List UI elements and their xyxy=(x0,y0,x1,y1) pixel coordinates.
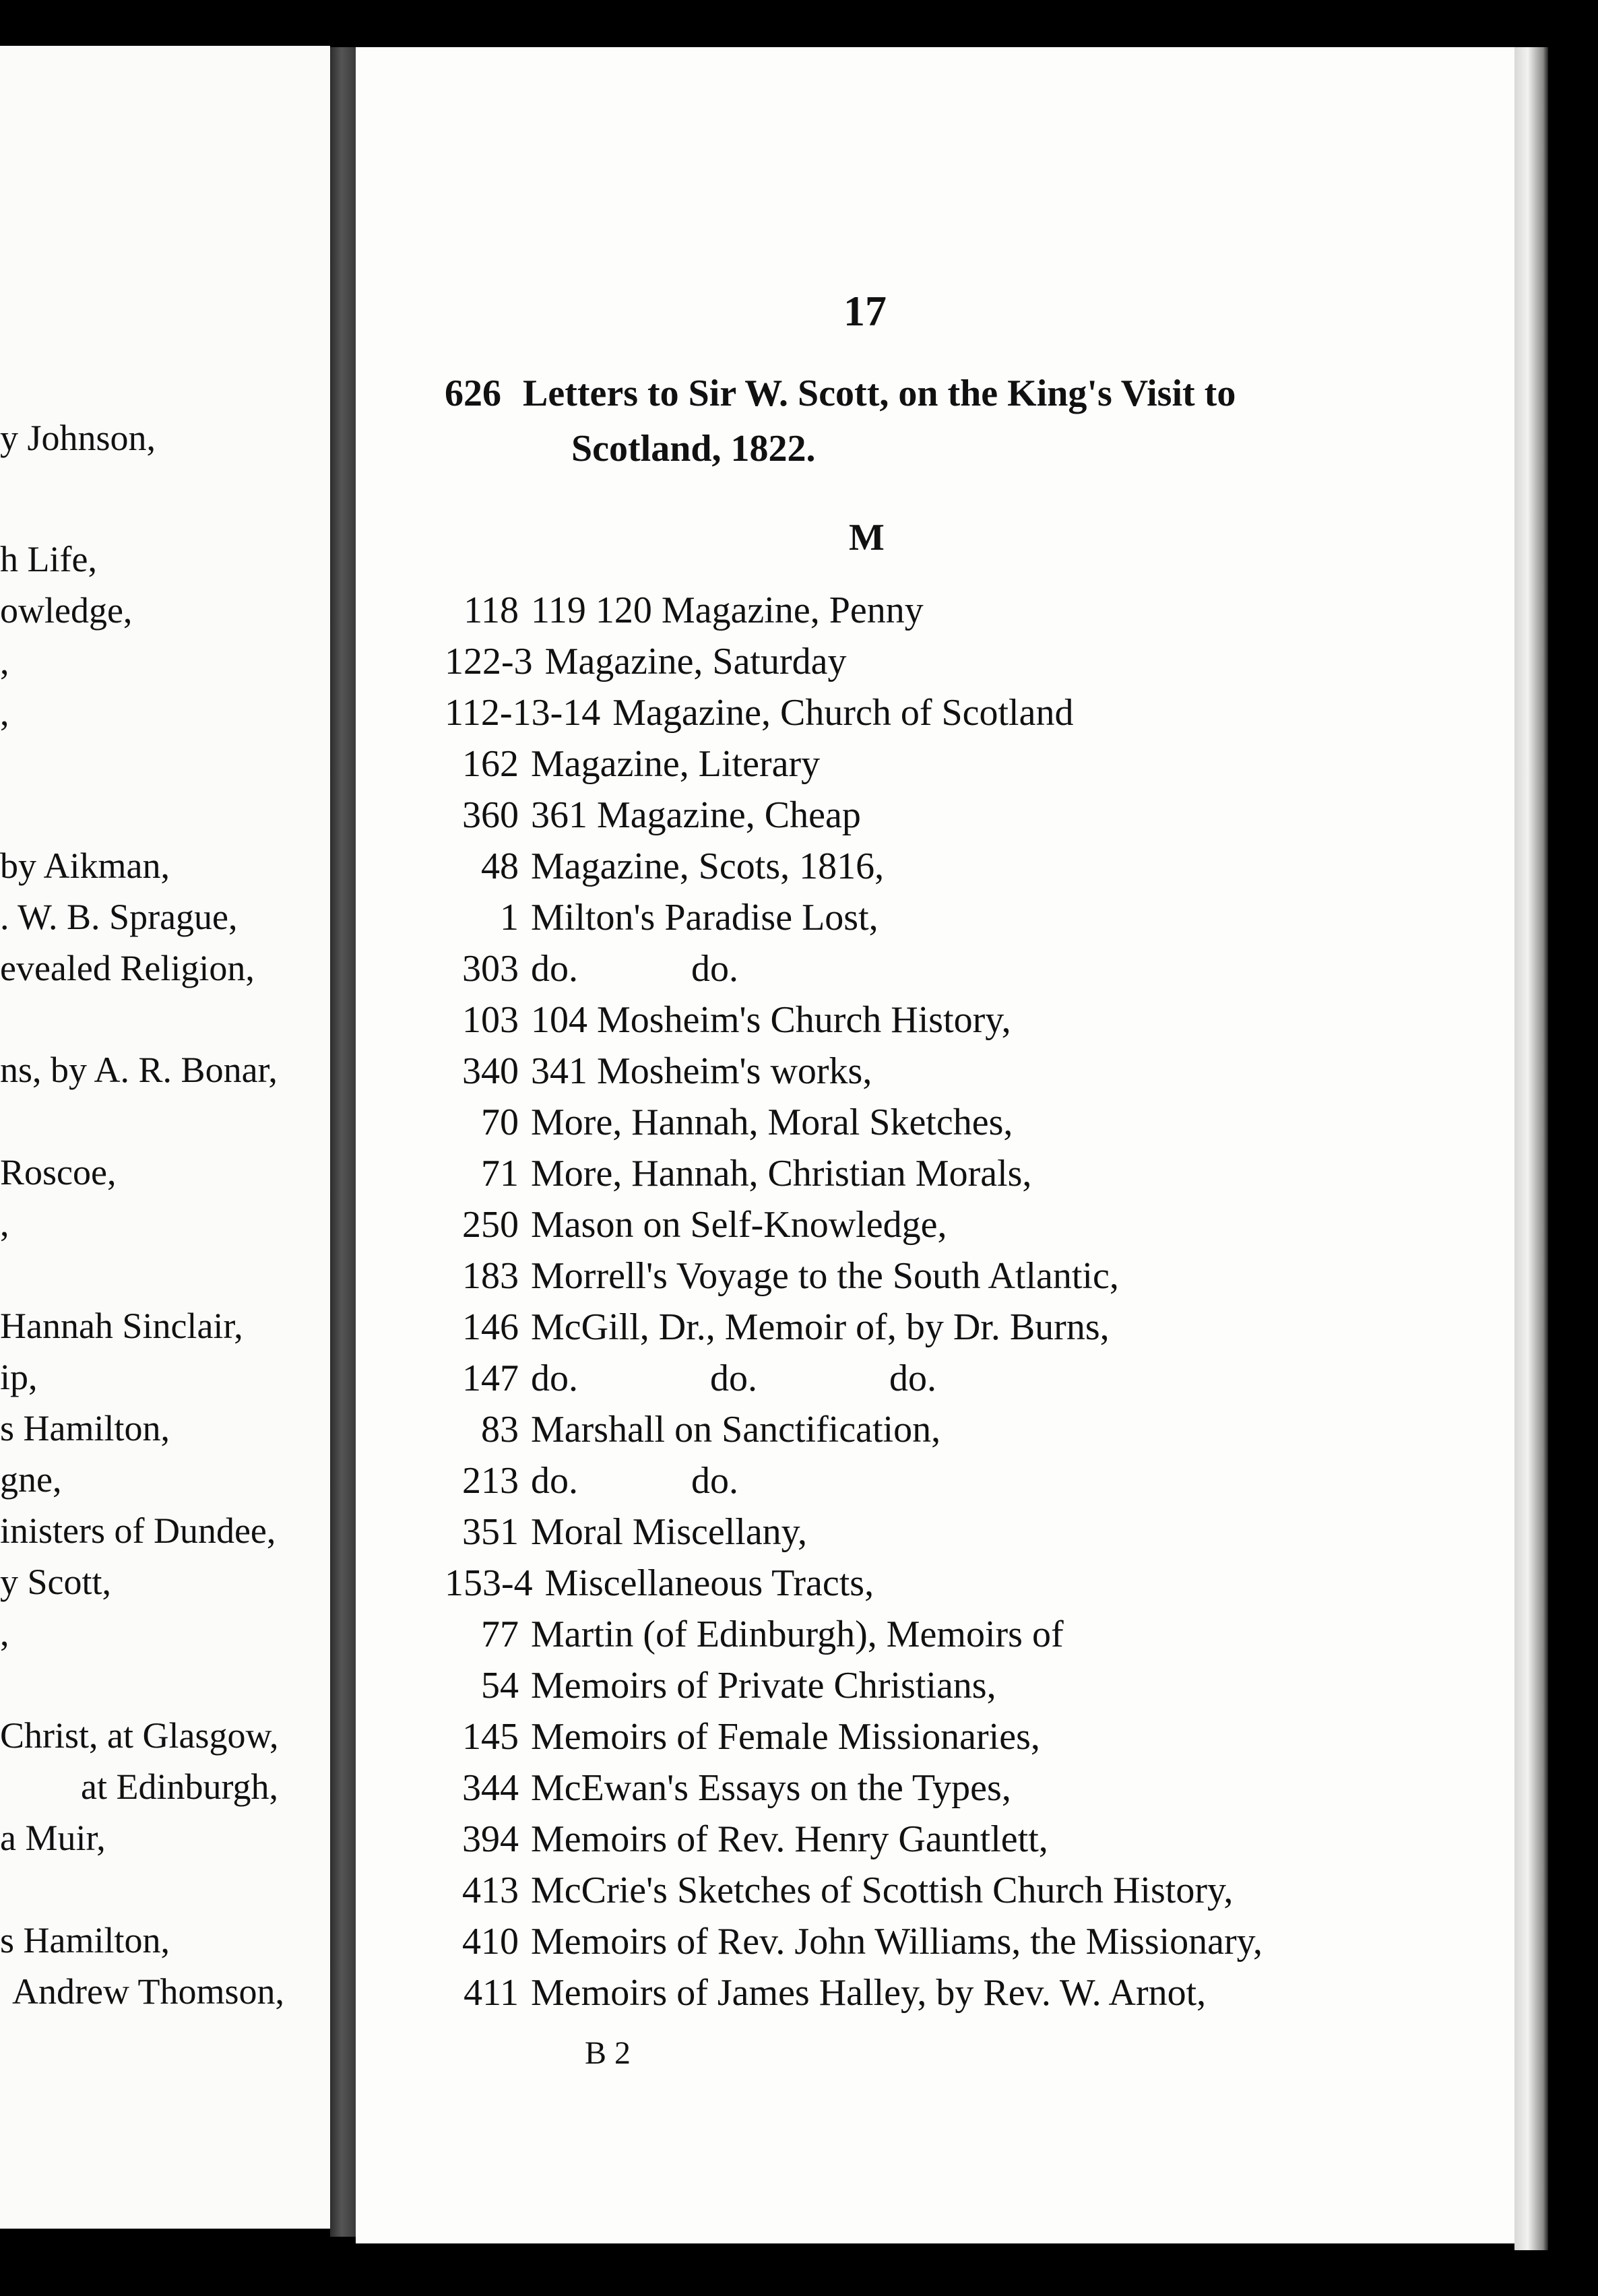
entry-text: More, Hannah, Moral Sketches, xyxy=(531,1102,1013,1143)
list-item xyxy=(445,1097,1455,1148)
entry-number: 103 xyxy=(462,999,519,1041)
entry-text: Martin (of Edinburgh), Memoirs of xyxy=(531,1614,1064,1655)
left-line: , xyxy=(0,1203,9,1244)
entry-text: do. do. xyxy=(531,1460,738,1502)
entry-number: 54 xyxy=(481,1665,519,1707)
header-entry-number: 626 xyxy=(445,373,501,414)
left-line: . W. B. Sprague, xyxy=(0,897,238,937)
list-item xyxy=(445,1046,1455,1097)
list-item xyxy=(445,994,1455,1046)
left-line: gne, xyxy=(0,1459,62,1500)
entry-number: 410 xyxy=(462,1921,519,1963)
entry-number: 83 xyxy=(481,1409,519,1450)
left-line: a Muir, xyxy=(0,1818,106,1858)
entry-number: 153-4 xyxy=(445,1562,533,1604)
list-item xyxy=(445,1250,1455,1302)
entry-text: 104 Mosheim's Church History, xyxy=(531,999,1011,1041)
list-item xyxy=(445,790,1455,841)
list-item xyxy=(445,1558,1455,1609)
entry-text: Magazine, Church of Scotland xyxy=(612,692,1074,734)
left-line: Andrew Thomson, xyxy=(12,1971,284,2012)
entry-number: 340 xyxy=(462,1050,519,1092)
list-item xyxy=(445,1455,1455,1506)
list-item xyxy=(445,1967,1455,2018)
entry-number: 344 xyxy=(462,1767,519,1809)
entry-text: McEwan's Essays on the Types, xyxy=(531,1767,1011,1809)
entry-text: Memoirs of Rev. John Williams, the Missionary, xyxy=(531,1921,1263,1963)
entry-number: 411 xyxy=(464,1972,519,2014)
list-item xyxy=(445,892,1455,943)
entry-text: Magazine, Literary xyxy=(531,743,821,785)
entry-number: 394 xyxy=(462,1818,519,1860)
list-item xyxy=(445,585,1455,636)
list-item xyxy=(445,1302,1455,1353)
left-line: y Johnson, xyxy=(0,418,156,458)
list-item xyxy=(445,1660,1455,1711)
entry-text: Memoirs of Rev. Henry Gauntlett, xyxy=(531,1818,1048,1860)
entry-number: 48 xyxy=(481,846,519,887)
list-item xyxy=(445,1762,1455,1814)
list-item xyxy=(445,1506,1455,1558)
entry-number: 122-3 xyxy=(445,641,533,682)
entry-number: 1 xyxy=(500,897,519,938)
list-item xyxy=(445,841,1455,892)
entry-number: 360 xyxy=(462,794,519,836)
entry-number: 183 xyxy=(462,1255,519,1297)
entry-number: 145 xyxy=(462,1716,519,1758)
entry-number: 351 xyxy=(462,1511,519,1553)
list-item xyxy=(445,1814,1455,1865)
left-line: s Hamilton, xyxy=(0,1408,170,1448)
signature-mark: B 2 xyxy=(585,2035,631,2071)
entry-text: Mason on Self-Knowledge, xyxy=(531,1204,947,1246)
entry-number: 413 xyxy=(462,1870,519,1911)
left-line: s Hamilton, xyxy=(0,1920,170,1960)
entry-text: McGill, Dr., Memoir of, by Dr. Burns, xyxy=(531,1306,1110,1348)
entry-text: Milton's Paradise Lost, xyxy=(531,897,878,938)
page-edge xyxy=(1514,47,1548,2250)
entry-number: 250 xyxy=(462,1204,519,1246)
left-line: Christ, at Glasgow, xyxy=(0,1715,279,1756)
entry-text: Moral Miscellany, xyxy=(531,1511,808,1553)
list-item xyxy=(445,1609,1455,1660)
entry-text: Magazine, Saturday xyxy=(544,641,847,682)
list-item xyxy=(445,1148,1455,1199)
left-line: Hannah Sinclair, xyxy=(0,1306,243,1346)
list-item xyxy=(445,1865,1455,1916)
entry-number: 146 xyxy=(462,1306,519,1348)
entry-text: More, Hannah, Christian Morals, xyxy=(531,1153,1032,1194)
entry-text: Magazine, Scots, 1816, xyxy=(531,846,885,887)
left-line: Roscoe, xyxy=(0,1152,117,1192)
left-line: inisters of Dundee, xyxy=(0,1510,276,1551)
list-item xyxy=(445,1353,1455,1404)
list-item xyxy=(445,1916,1455,1967)
entry-number: 118 xyxy=(464,589,519,631)
list-item xyxy=(445,738,1455,790)
header-entry-line1: Letters to Sir W. Scott, on the King's Visit to xyxy=(523,373,1236,414)
left-line: , xyxy=(0,693,9,733)
left-page xyxy=(0,46,330,2229)
left-line: h Life, xyxy=(0,539,97,579)
left-line: ns, by A. R. Bonar, xyxy=(0,1050,278,1090)
list-item xyxy=(445,1199,1455,1250)
entry-number: 71 xyxy=(481,1153,519,1194)
index-entries xyxy=(445,585,1455,2018)
left-line: owledge, xyxy=(0,590,133,631)
entry-text: 361 Magazine, Cheap xyxy=(531,794,861,836)
list-item xyxy=(445,636,1455,687)
left-line: by Aikman, xyxy=(0,846,170,886)
left-line: y Scott, xyxy=(0,1562,112,1602)
left-line: , xyxy=(0,1613,9,1653)
entry-number: 213 xyxy=(462,1460,519,1502)
entry-text: Miscellaneous Tracts, xyxy=(544,1562,874,1604)
entry-number: 162 xyxy=(462,743,519,785)
entry-text: Marshall on Sanctification, xyxy=(531,1409,941,1450)
section-letter: M xyxy=(849,517,885,559)
list-item xyxy=(445,943,1455,994)
left-line: at Edinburgh, xyxy=(81,1766,278,1807)
entry-text: Memoirs of Female Missionaries, xyxy=(531,1716,1040,1758)
entry-text: Morrell's Voyage to the South Atlantic, xyxy=(531,1255,1119,1297)
entry-number: 112-13-14 xyxy=(445,692,601,734)
header-entry-line2: Scotland, 1822. xyxy=(571,428,816,470)
list-item xyxy=(445,1711,1455,1762)
list-item xyxy=(445,687,1455,738)
book-gutter xyxy=(330,47,356,2237)
entry-number: 77 xyxy=(481,1614,519,1655)
entry-number: 147 xyxy=(462,1358,519,1399)
entry-number: 303 xyxy=(462,948,519,990)
entry-text: Memoirs of Private Christians, xyxy=(531,1665,996,1707)
entry-text: Memoirs of James Halley, by Rev. W. Arnot, xyxy=(531,1972,1207,2014)
left-line: ip, xyxy=(0,1357,38,1397)
entry-text: do. do. xyxy=(531,948,738,990)
list-item xyxy=(445,1404,1455,1455)
entry-number: 70 xyxy=(481,1102,519,1143)
entry-text: do. do. do. xyxy=(531,1358,936,1399)
left-line: , xyxy=(0,641,9,682)
page-number: 17 xyxy=(843,287,887,335)
left-line: evealed Religion, xyxy=(0,948,255,988)
entry-text: McCrie's Sketches of Scottish Church History, xyxy=(531,1870,1234,1911)
entry-text: 341 Mosheim's works, xyxy=(531,1050,872,1092)
entry-text: 119 120 Magazine, Penny xyxy=(531,589,924,631)
